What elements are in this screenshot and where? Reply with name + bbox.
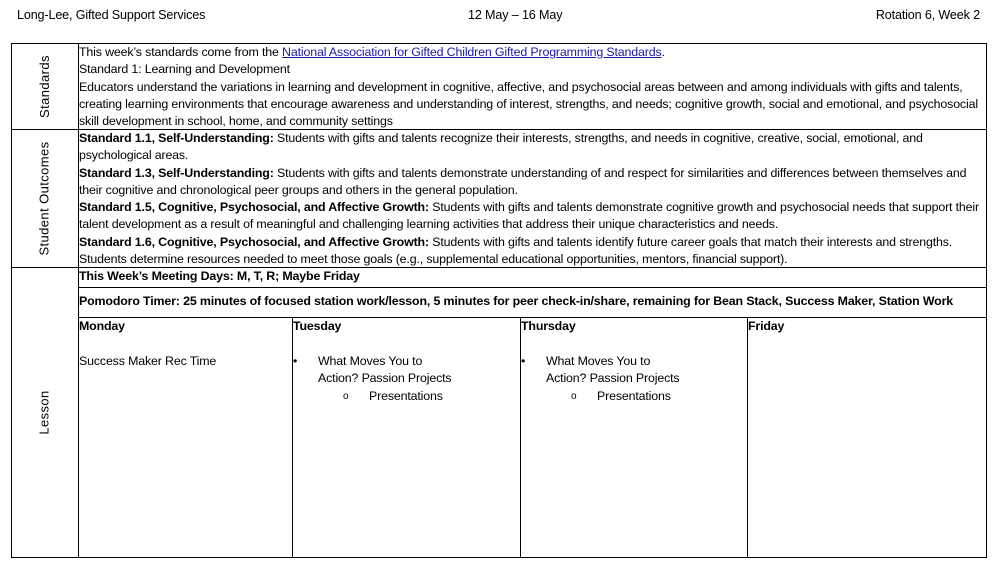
standards-cell bbox=[78, 44, 988, 130]
outcome-text: Students with gifts and talents demonstrate cognitive growth and psychosocial needs that support their talent development as a result of meaningful and challenging learning activities that address their unique characteristics and needs. bbox=[79, 200, 979, 232]
header-date-range: 12 May – 16 May bbox=[468, 8, 563, 22]
col-divider-friday bbox=[747, 317, 748, 558]
outcome-title: Standard 1.5, Cognitive, Psychosocial, and Affective Growth: bbox=[79, 200, 429, 215]
outcome-item bbox=[79, 165, 988, 200]
outcome-item bbox=[79, 130, 988, 165]
outcome-text: Students with gifts and talents identify future career goals that match their interests and strengths. Students determine resources needed to meet those goals (e.g., supplemental educational opportunities, mentors, financial support). bbox=[79, 234, 953, 267]
meeting-days: This Week’s Meeting Days: M, T, R; Maybe Friday bbox=[79, 269, 360, 283]
outcome-item bbox=[79, 234, 988, 269]
outcome-text: Students with gifts and talents recognize their interests, strengths, and needs in cognitive, creative, social, emotional, and psychological areas. bbox=[79, 131, 923, 163]
friday-header: Friday bbox=[748, 319, 785, 333]
monday-content: Success Maker Rec Time bbox=[79, 354, 217, 368]
outcome-item bbox=[79, 199, 988, 234]
header-rotation: Rotation 6, Week 2 bbox=[875, 8, 980, 22]
thursday-item-line2: Action? Passion Projects bbox=[546, 371, 680, 385]
thursday-subitem: Presentations bbox=[597, 389, 671, 403]
tuesday-item-line2: Action? Passion Projects bbox=[318, 371, 452, 385]
standard-description: Educators understand the variations in learning and development in cognitive, affective, and psychosocial areas between and among individuals with gifts and talents, creating learning environments that encourage awareness and understanding of interest, strengths, and needs; cognitive growth, social and emotional, and psychosocial skill development in school, home, and community settings bbox=[79, 79, 978, 129]
sub-bullet-icon: o bbox=[343, 391, 349, 402]
intro-text: This week’s standards come from the bbox=[79, 45, 283, 59]
outcomes-row-label bbox=[11, 129, 78, 267]
thursday-item-line1: What Moves You to bbox=[546, 354, 651, 368]
intro-end: . bbox=[661, 45, 665, 59]
tuesday-header: Tuesday bbox=[293, 319, 342, 333]
tuesday-item-line1: What Moves You to bbox=[318, 354, 423, 368]
outcomes-cell bbox=[78, 130, 988, 268]
header-left: Long-Lee, Gifted Support Services bbox=[17, 8, 206, 22]
row-divider-meeting bbox=[78, 287, 987, 288]
outcomes-label-text: Student Outcomes bbox=[37, 140, 53, 256]
sub-bullet-icon: o bbox=[571, 391, 577, 402]
standards-label-text: Standards bbox=[37, 54, 52, 118]
outcome-title: Standard 1.3, Self-Understanding: bbox=[79, 165, 274, 180]
tuesday-subitem: Presentations bbox=[369, 389, 443, 403]
standards-row-label bbox=[11, 43, 78, 129]
thursday-header: Thursday bbox=[521, 319, 576, 333]
bullet-icon: • bbox=[293, 354, 298, 368]
standard-title: Standard 1: Learning and Development bbox=[79, 62, 290, 77]
outcome-text: Students with gifts and talents demonstrate understanding of and respect for similarities and differences between themselves and their cognitive and chronological peer groups and others in the general population. bbox=[79, 165, 967, 197]
lesson-row-label bbox=[11, 267, 78, 557]
bullet-icon: • bbox=[521, 354, 526, 368]
nagc-standards-link[interactable]: National Association for Gifted Children Gifted Programming Standards bbox=[282, 45, 662, 59]
standards-intro bbox=[79, 44, 988, 61]
outcome-title: Standard 1.6, Cognitive, Psychosocial, and Affective Growth: bbox=[79, 234, 429, 249]
lesson-label-text: Lesson bbox=[36, 389, 52, 435]
outcome-title: Standard 1.1, Self-Understanding: bbox=[79, 131, 274, 145]
pomodoro-timer: Pomodoro Timer: 25 minutes of focused station work/lesson, 5 minutes for peer check-in/share, remaining for Bean Stack, Success Maker, Station Work bbox=[79, 294, 953, 308]
monday-header: Monday bbox=[79, 319, 125, 333]
